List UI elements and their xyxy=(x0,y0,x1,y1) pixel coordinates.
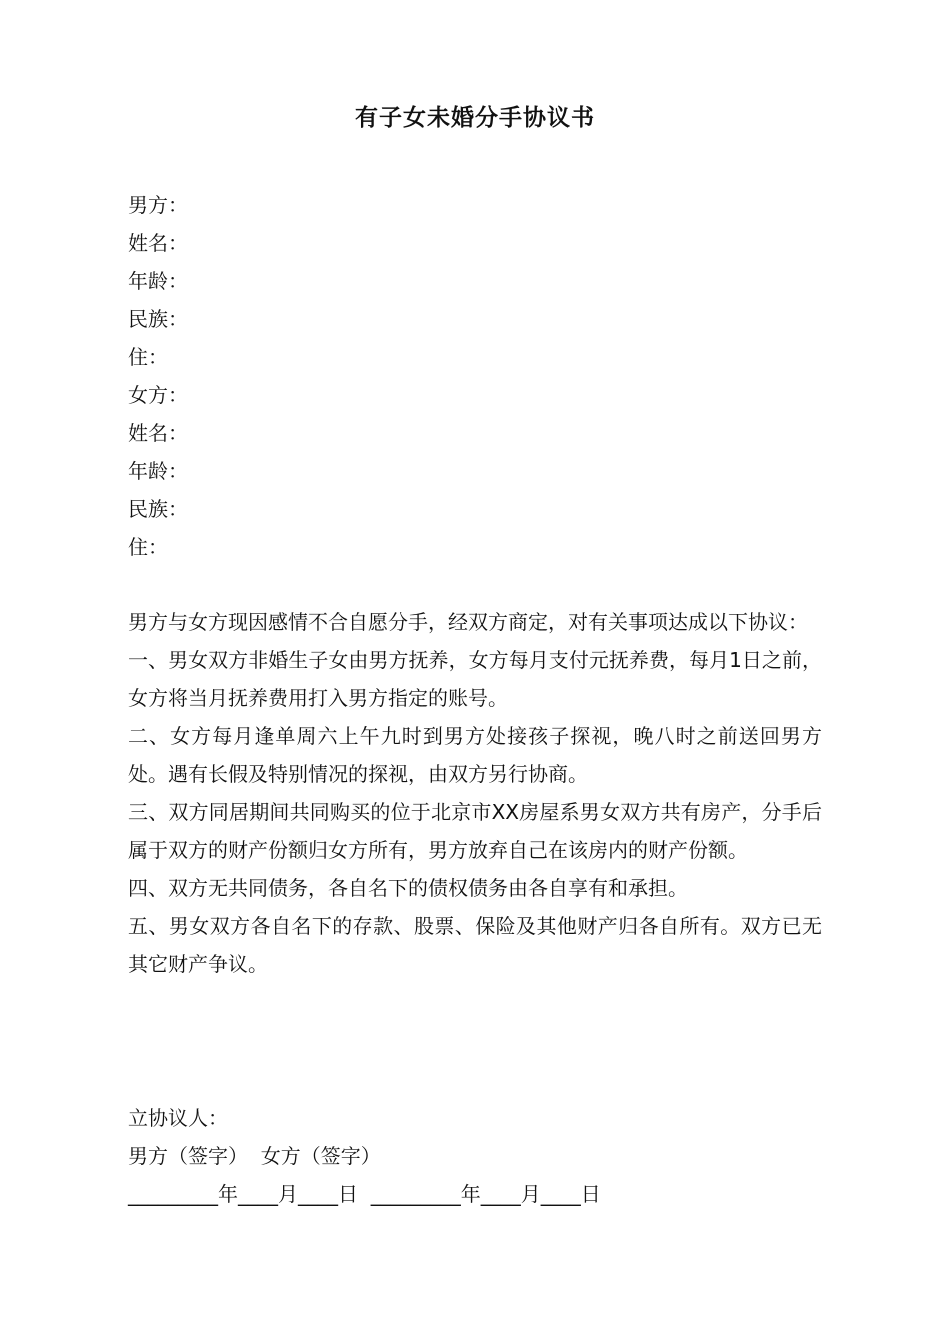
female-party-heading: 女方： xyxy=(128,383,188,407)
clause-2: 二、女方每月逢单周六上午九时到男方处接孩子探视，晚八时之前送回男方处。遇有长假及特别情况的探视，由双方另行协商。 xyxy=(128,724,822,786)
female-address-field: 住： xyxy=(128,535,168,559)
male-age-field: 年龄： xyxy=(128,269,188,293)
clause-4: 四、双方无共同债务，各自名下的债权债务由各自享有和承担。 xyxy=(128,876,688,900)
male-party-heading: 男方： xyxy=(128,193,188,217)
signature-block xyxy=(128,1099,828,1213)
intro-paragraph: 男方与女方现因感情不合自愿分手，经双方商定，对有关事项达成以下协议： xyxy=(128,610,808,634)
agreement-body xyxy=(128,603,822,983)
male-name-field: 姓名： xyxy=(128,231,188,255)
male-address-field: 住： xyxy=(128,345,168,369)
clause-5: 五、男女双方各自名下的存款、股票、保险及其他财产归各自所有。双方已无其它财产争议。 xyxy=(128,914,822,976)
female-ethnicity-field: 民族： xyxy=(128,497,188,521)
clause-3: 三、双方同居期间共同购买的位于北京市XX房屋系男女双方共有房产，分手后属于双方的财产份额归女方所有，男方放弃自己在该房内的财产份额。 xyxy=(128,800,822,862)
party-info-block xyxy=(128,186,828,566)
signer-labels: 男方（签字） 女方（签字） xyxy=(128,1144,381,1168)
signing-dates: _________年____月____日 _________年____月____日 xyxy=(128,1182,601,1206)
clause-1: 一、男女双方非婚生子女由男方抚养，女方每月支付元抚养费，每月1日之前，女方将当月抚养费用打入男方指定的账号。 xyxy=(128,648,822,710)
signature-heading: 立协议人： xyxy=(128,1106,228,1130)
female-age-field: 年龄： xyxy=(128,459,188,483)
male-ethnicity-field: 民族： xyxy=(128,307,188,331)
document-title: 有子女未婚分手协议书 xyxy=(355,105,595,131)
female-name-field: 姓名： xyxy=(128,421,188,445)
